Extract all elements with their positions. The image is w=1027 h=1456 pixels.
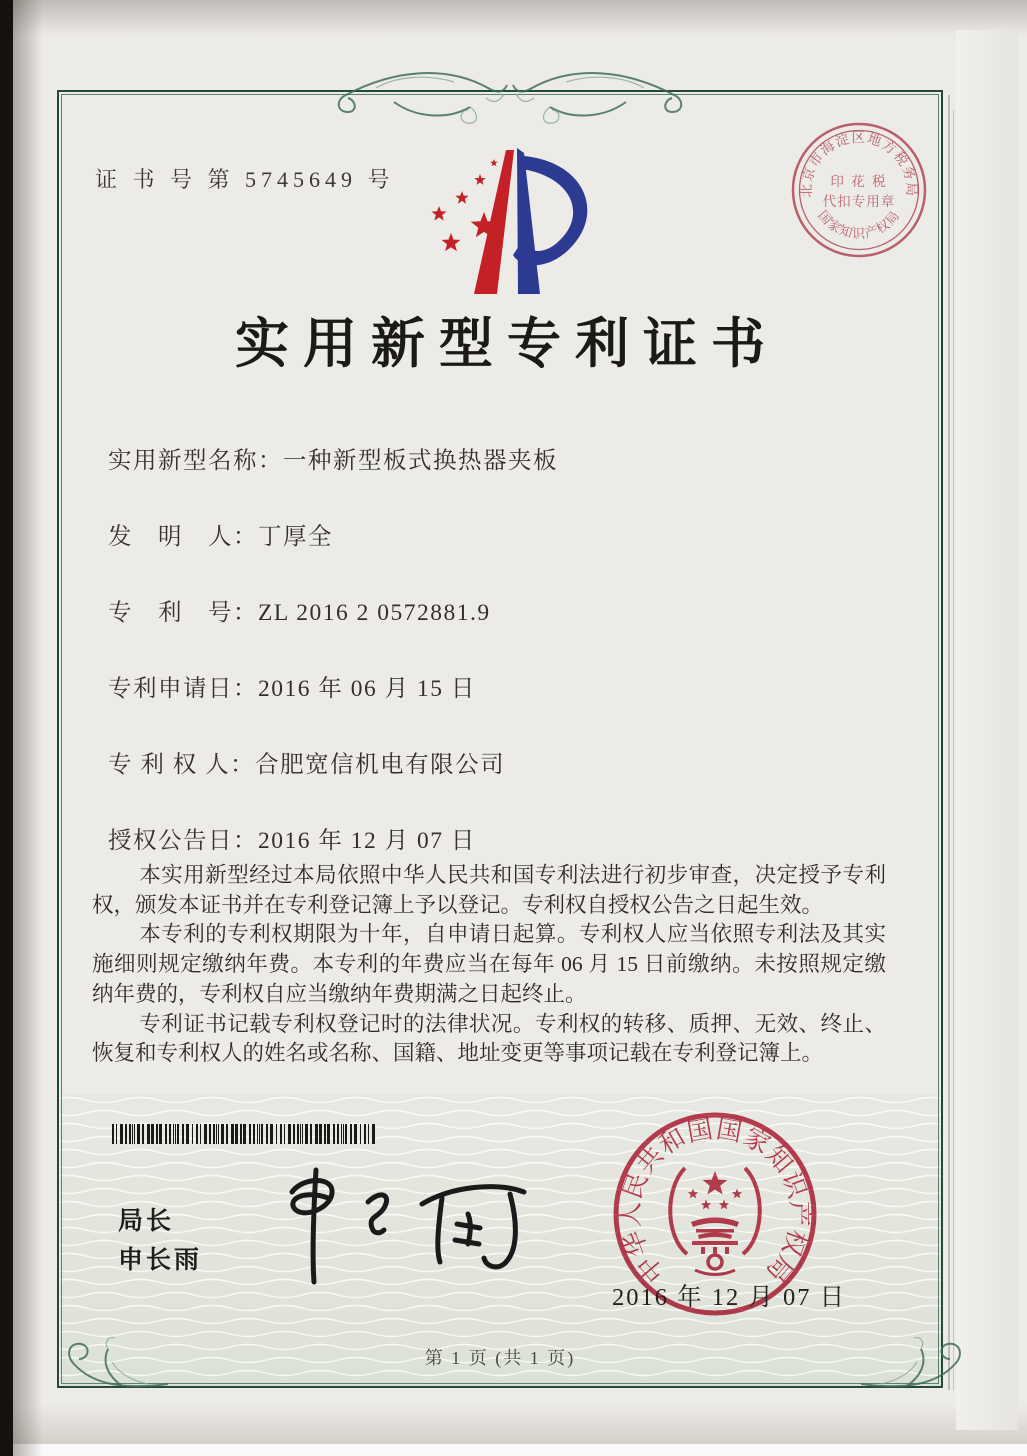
barcode-bar	[243, 1124, 246, 1144]
binding-shadow	[13, 0, 43, 1456]
barcode-bar	[270, 1124, 273, 1144]
svg-text:国家知识产权局	[815, 208, 903, 241]
field-label: 专利申请日：	[108, 676, 258, 702]
barcode-bar	[354, 1124, 357, 1144]
legal-paragraph-2: 本专利的专利权期限为十年，自申请日起算。专利权人应当依照专利法及其实施细则规定缴纳年费。本专利的年费应当在每年 06 月 15 日前缴纳。未按照规定缴纳年费的，专利权自应当缴纳年费期满之日起终止。	[92, 922, 886, 1006]
seal-ring-text: 中华人民共和国国家知识产权局	[615, 1114, 815, 1289]
barcode-bar	[192, 1124, 193, 1144]
barcode-bar	[297, 1124, 299, 1144]
barcode-bar	[305, 1124, 308, 1144]
barcode-bar	[112, 1124, 114, 1144]
barcode-bar	[364, 1124, 366, 1144]
barcode-bar	[125, 1124, 127, 1144]
barcode-bar	[216, 1124, 217, 1144]
field-value: ZL 2016 2 0572881.9	[258, 600, 491, 626]
field-inventor	[108, 517, 333, 551]
top-ornament	[336, 46, 684, 138]
barcode-bar	[120, 1124, 123, 1144]
field-label: 专 利 权 人：	[108, 752, 256, 778]
barcode-bar	[209, 1124, 211, 1144]
barcode-bar	[218, 1124, 219, 1144]
barcode-bar	[132, 1124, 133, 1144]
stamp-arc-bottom-text: 国家知识产权局	[815, 207, 903, 242]
field-label: 授权公告日：	[108, 828, 258, 854]
barcode-bar	[142, 1124, 144, 1144]
barcode-bar	[253, 1124, 255, 1144]
barcode-bar	[231, 1124, 234, 1144]
certificate-number: 证 书 号 第 5745649 号	[95, 167, 395, 192]
barcode-bar	[147, 1124, 150, 1144]
barcode-bar	[240, 1124, 242, 1144]
seal-date: 2016 年 12 月 07 日	[612, 1284, 847, 1311]
barcode-bar	[300, 1124, 301, 1144]
barcode-bar	[315, 1124, 318, 1144]
barcode-bar	[137, 1124, 140, 1144]
field-utility-model-name	[108, 441, 558, 475]
field-filing-date	[108, 669, 476, 703]
barcode-bar	[116, 1124, 117, 1144]
barcode-bar	[151, 1124, 154, 1144]
barcode-bar	[235, 1124, 238, 1144]
barcode-bar	[129, 1124, 131, 1144]
barcode-bar	[257, 1124, 258, 1144]
barcode-bar	[310, 1124, 312, 1144]
signature-image	[272, 1164, 540, 1292]
barcode-bar	[173, 1124, 174, 1144]
field-label: 发 明 人：	[108, 524, 258, 550]
page-edge-line	[948, 95, 950, 1390]
barcode-bar	[165, 1124, 167, 1144]
barcode-bar	[177, 1124, 179, 1144]
field-label: 专 利 号：	[108, 600, 258, 626]
barcode-bar	[261, 1124, 263, 1144]
officer-name: 申长雨	[118, 1246, 203, 1274]
barcode-bar	[341, 1124, 342, 1144]
tax-stamp-seal	[789, 120, 929, 260]
barcode-bar	[221, 1124, 224, 1144]
page-edge-line	[953, 110, 954, 1390]
barcode-bar	[169, 1124, 171, 1144]
barcode-bar	[360, 1124, 361, 1144]
barcode-bar	[333, 1124, 335, 1144]
barcode-bar	[372, 1124, 375, 1144]
barcode-bar	[200, 1124, 201, 1144]
barcode-bar	[293, 1124, 295, 1144]
field-value: 2016 年 06 月 15 日	[258, 676, 476, 702]
photo-edge-bottom-shadow	[0, 1404, 1027, 1444]
legal-paragraph-3: 专利证书记载专利权登记时的法律状况。专利权的转移、质押、无效、终止、恢复和专利权人的姓名或名称、国籍、地址变更等事项记载在专利登记簿上。	[92, 1011, 886, 1066]
barcode-bar	[182, 1124, 184, 1144]
barcode-bar	[368, 1124, 369, 1144]
stamp-arc-top-text: 北京市海淀区地方税务局	[798, 130, 920, 198]
field-grant-date	[108, 821, 476, 855]
barcode-bar	[204, 1124, 207, 1144]
barcode-bar	[276, 1124, 277, 1144]
barcode-bar	[213, 1124, 215, 1144]
barcode-bar	[266, 1124, 268, 1144]
field-label: 实用新型名称：	[108, 448, 283, 474]
photo-edge-bottom	[0, 1444, 1027, 1456]
legal-text	[92, 861, 886, 1069]
barcode-bar	[249, 1124, 251, 1144]
barcode-bar	[156, 1124, 158, 1144]
photo-edge-left	[0, 0, 13, 1456]
barcode	[112, 1124, 380, 1144]
field-value: 2016 年 12 月 07 日	[258, 828, 476, 854]
barcode-bar	[302, 1124, 303, 1144]
photo-edge-top	[0, 0, 1027, 36]
certificate-title: 实用新型专利证书	[235, 314, 779, 374]
cnipa-logo-icon	[418, 146, 594, 298]
page-number: 第 1 页 (共 1 页)	[424, 1348, 576, 1368]
barcode-bar	[343, 1124, 344, 1144]
national-emblem-icon	[670, 1168, 760, 1275]
barcode-bar	[159, 1124, 162, 1144]
field-value: 合肥宽信机电有限公司	[255, 752, 506, 778]
barcode-bar	[280, 1124, 282, 1144]
booklet-page-stack	[956, 30, 1018, 1430]
stamp-center-line1: 印 花 税	[830, 174, 888, 189]
field-patentee	[108, 745, 505, 779]
barcode-bar	[226, 1124, 228, 1144]
stamp-center-line2: 代扣专用章	[822, 194, 896, 209]
barcode-bar	[196, 1124, 198, 1144]
barcode-bar	[327, 1124, 330, 1144]
officer-title: 局长	[118, 1207, 175, 1235]
barcode-bar	[186, 1124, 189, 1144]
barcode-bar	[134, 1124, 135, 1144]
barcode-bar	[288, 1124, 291, 1144]
barcode-bar	[284, 1124, 285, 1144]
barcode-bar	[324, 1124, 326, 1144]
barcode-bar	[259, 1124, 260, 1144]
barcode-bar	[337, 1124, 339, 1144]
barcode-bar	[345, 1124, 347, 1144]
field-value: 丁厚全	[258, 524, 333, 550]
barcode-bar	[350, 1124, 352, 1144]
field-patent-number	[108, 593, 491, 627]
field-value: 一种新型板式换热器夹板	[283, 448, 558, 474]
legal-paragraph-1: 本实用新型经过本局依照中华人民共和国专利法进行初步审查，决定授予专利权，颁发本证书并在专利登记簿上予以登记。专利权自授权公告之日起生效。	[92, 863, 886, 917]
barcode-bar	[319, 1124, 322, 1144]
barcode-bar	[175, 1124, 176, 1144]
